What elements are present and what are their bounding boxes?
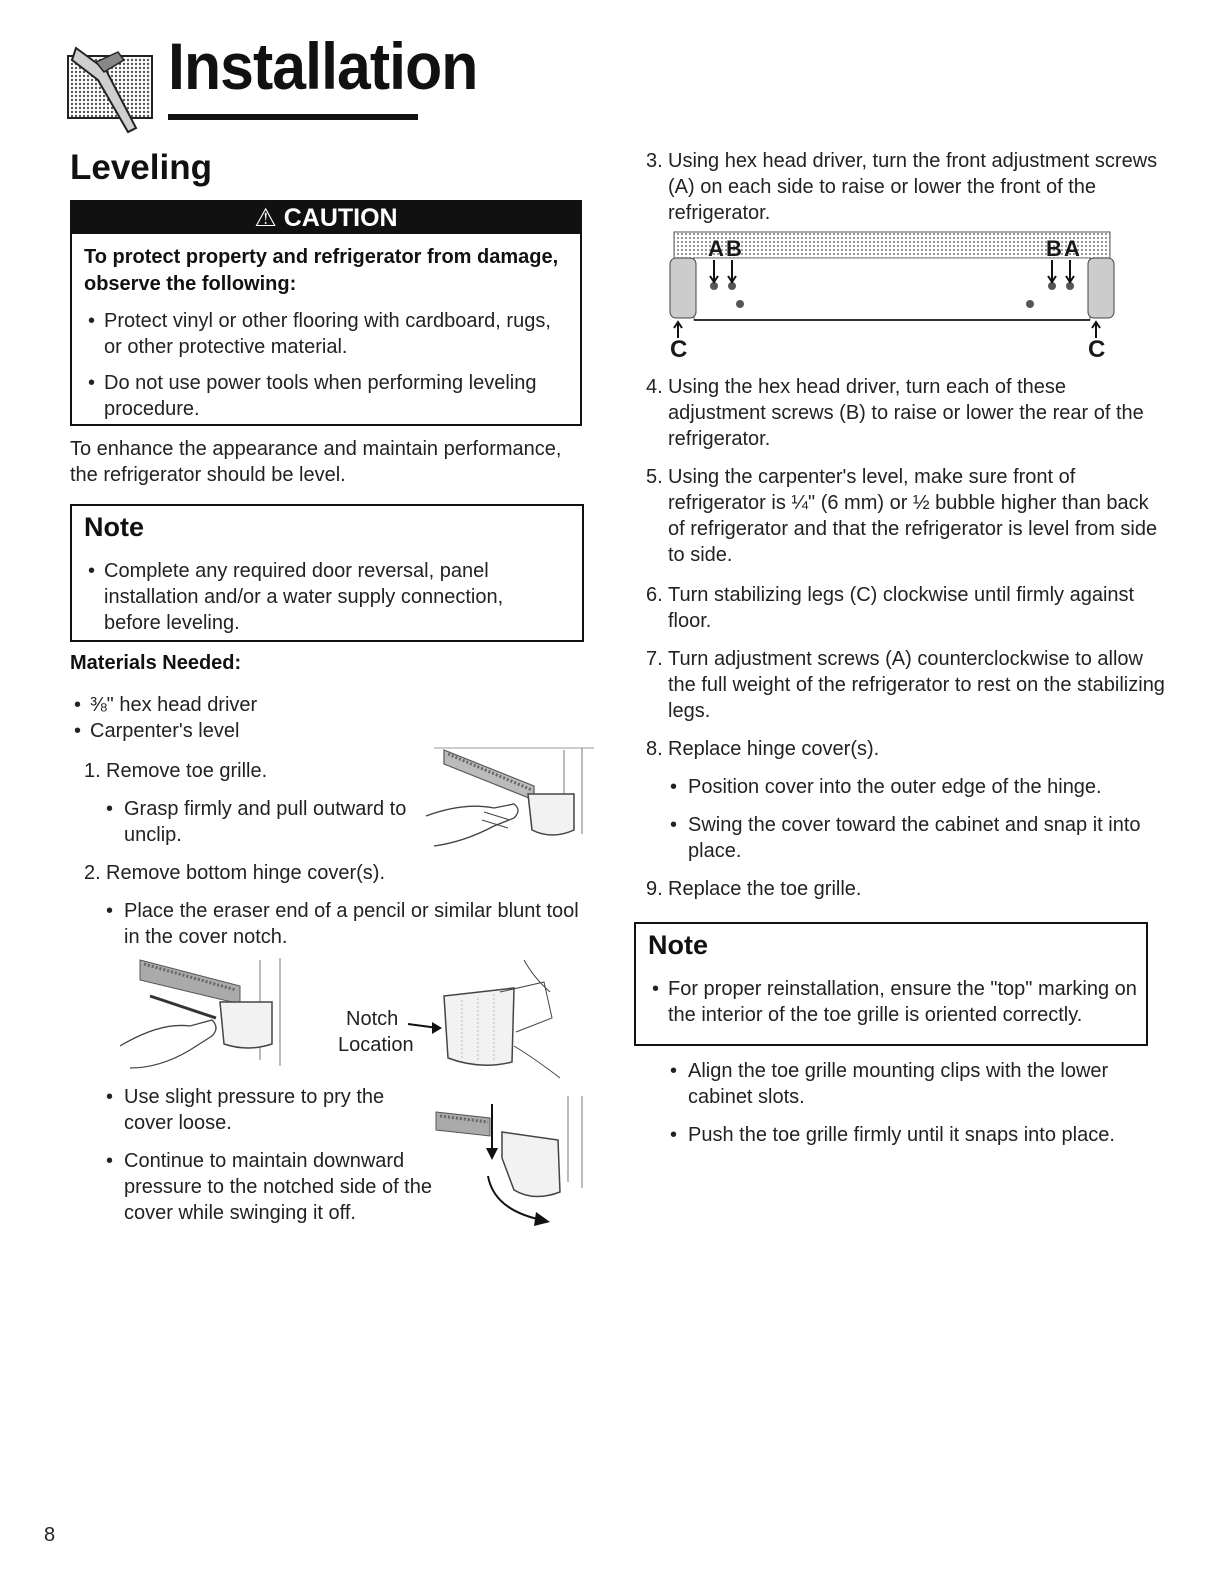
step-2-bullet-2: • Use slight pressure to pry the cover loose.: [104, 1084, 424, 1136]
step-number: 9.: [646, 878, 663, 900]
step-2-bullet-1: • Place the eraser end of a pencil or similar blunt tool in the cover notch.: [104, 898, 594, 950]
step-text: Using the carpenter's level, make sure front of refrigerator is ¼" (6 mm) or ½ bubble higher than back of refrigerator and that the refrigerator is level from side to side.: [668, 466, 1158, 566]
note-box-2: [634, 922, 1148, 1046]
page-header-title: Installation: [168, 29, 478, 103]
step-text: Remove toe grille.: [106, 760, 268, 782]
hinge-cover-swing-illustration: [432, 1092, 592, 1236]
step-number: 7.: [646, 648, 663, 670]
notch-location-illustration: [404, 958, 564, 1082]
step-number: 1.: [84, 760, 101, 782]
step-text: Using hex head driver, turn the front adjustment screws (A) on each side to raise or lower the front of the refrigerator.: [668, 150, 1158, 224]
step-number: 3.: [646, 150, 663, 172]
section-title: Leveling: [70, 148, 212, 187]
step-text: Turn stabilizing legs (C) clockwise until firmly against floor.: [668, 584, 1135, 632]
note-box: [70, 504, 584, 642]
page-number: 8: [44, 1524, 56, 1546]
step-5: [646, 464, 1168, 568]
step-7: [646, 646, 1168, 724]
notch-label-line1: Notch: [346, 1008, 399, 1030]
label-a-left: A: [708, 236, 724, 261]
step-4: [646, 374, 1168, 452]
label-c-right: C: [1088, 336, 1106, 363]
caution-list: [84, 308, 574, 432]
step-6: [646, 582, 1168, 634]
step-9: [646, 876, 1168, 902]
note-list-2: [648, 976, 1144, 1028]
label-b-right: B: [1046, 236, 1062, 261]
caution-box: [70, 200, 582, 426]
step-2: [84, 860, 506, 886]
step-text: Remove bottom hinge cover(s).: [106, 862, 386, 884]
notch-label-line2: Location: [338, 1034, 414, 1056]
step-1: [84, 758, 406, 784]
header-rule: [168, 114, 418, 120]
step-number: 4.: [646, 376, 663, 398]
step-text: Using the hex head driver, turn each of these adjustment screws (B) to raise or lower the rear of the refrigerator.: [668, 376, 1144, 450]
installation-icon: [66, 38, 158, 134]
leveling-screws-diagram: [664, 228, 1120, 364]
step-text: Replace the toe grille.: [668, 878, 862, 900]
caution-item: • Do not use power tools when performing leveling procedure.: [84, 370, 574, 422]
step-2-bullet-3: • Continue to maintain downward pressure to the notched side of the cover while swinging it off.: [104, 1148, 434, 1226]
after-note-bullet-2: • Push the toe grille firmly until it snaps into place.: [668, 1122, 1168, 1148]
after-note-bullet-1: • Align the toe grille mounting clips with the lower cabinet slots.: [668, 1058, 1168, 1110]
step-text: Replace hinge cover(s).: [668, 738, 880, 760]
step-number: 2.: [84, 862, 101, 884]
step-text: Turn adjustment screws (A) counterclockwise to allow the full weight of the refrigerator to rest on the stabilizing legs.: [668, 648, 1165, 722]
caution-item: • Protect vinyl or other flooring with cardboard, rugs, or other protective material.: [84, 308, 574, 360]
material-item: • ⅜" hex head driver: [70, 692, 370, 718]
materials-list: [70, 692, 370, 744]
caution-lead: To protect property and refrigerator from damage, observe the following:: [84, 246, 559, 295]
step-number: 5.: [646, 466, 663, 488]
step-8-bullet-2: • Swing the cover toward the cabinet and snap it into place.: [668, 812, 1168, 864]
step-number: 8.: [646, 738, 663, 760]
hinge-cover-pry-illustration: [120, 956, 310, 1070]
note-title: Note: [648, 930, 708, 960]
note-item: • Complete any required door reversal, panel installation and/or a water supply connection, before leveling.: [84, 558, 564, 636]
label-a-right: A: [1064, 236, 1080, 261]
intro-paragraph: To enhance the appearance and maintain performance, the refrigerator should be level.: [70, 438, 562, 486]
note-item: • For proper reinstallation, ensure the "top" marking on the interior of the toe grille is oriented correctly.: [648, 976, 1144, 1028]
note-list: [84, 558, 564, 636]
materials-title: Materials Needed:: [70, 652, 242, 674]
toe-grille-illustration: [424, 746, 596, 856]
label-c-left: C: [670, 336, 688, 363]
step-1-bullet: • Grasp firmly and pull outward to unclip.: [104, 796, 424, 848]
step-number: 6.: [646, 584, 663, 606]
note-title: Note: [84, 512, 144, 542]
step-3: [646, 148, 1168, 226]
material-item: • Carpenter's level: [70, 718, 370, 744]
caution-banner: ⚠ CAUTION: [72, 202, 580, 234]
step-8: [646, 736, 1168, 762]
step-8-bullet-1: • Position cover into the outer edge of the hinge.: [668, 774, 1168, 800]
label-b-left: B: [726, 236, 742, 261]
